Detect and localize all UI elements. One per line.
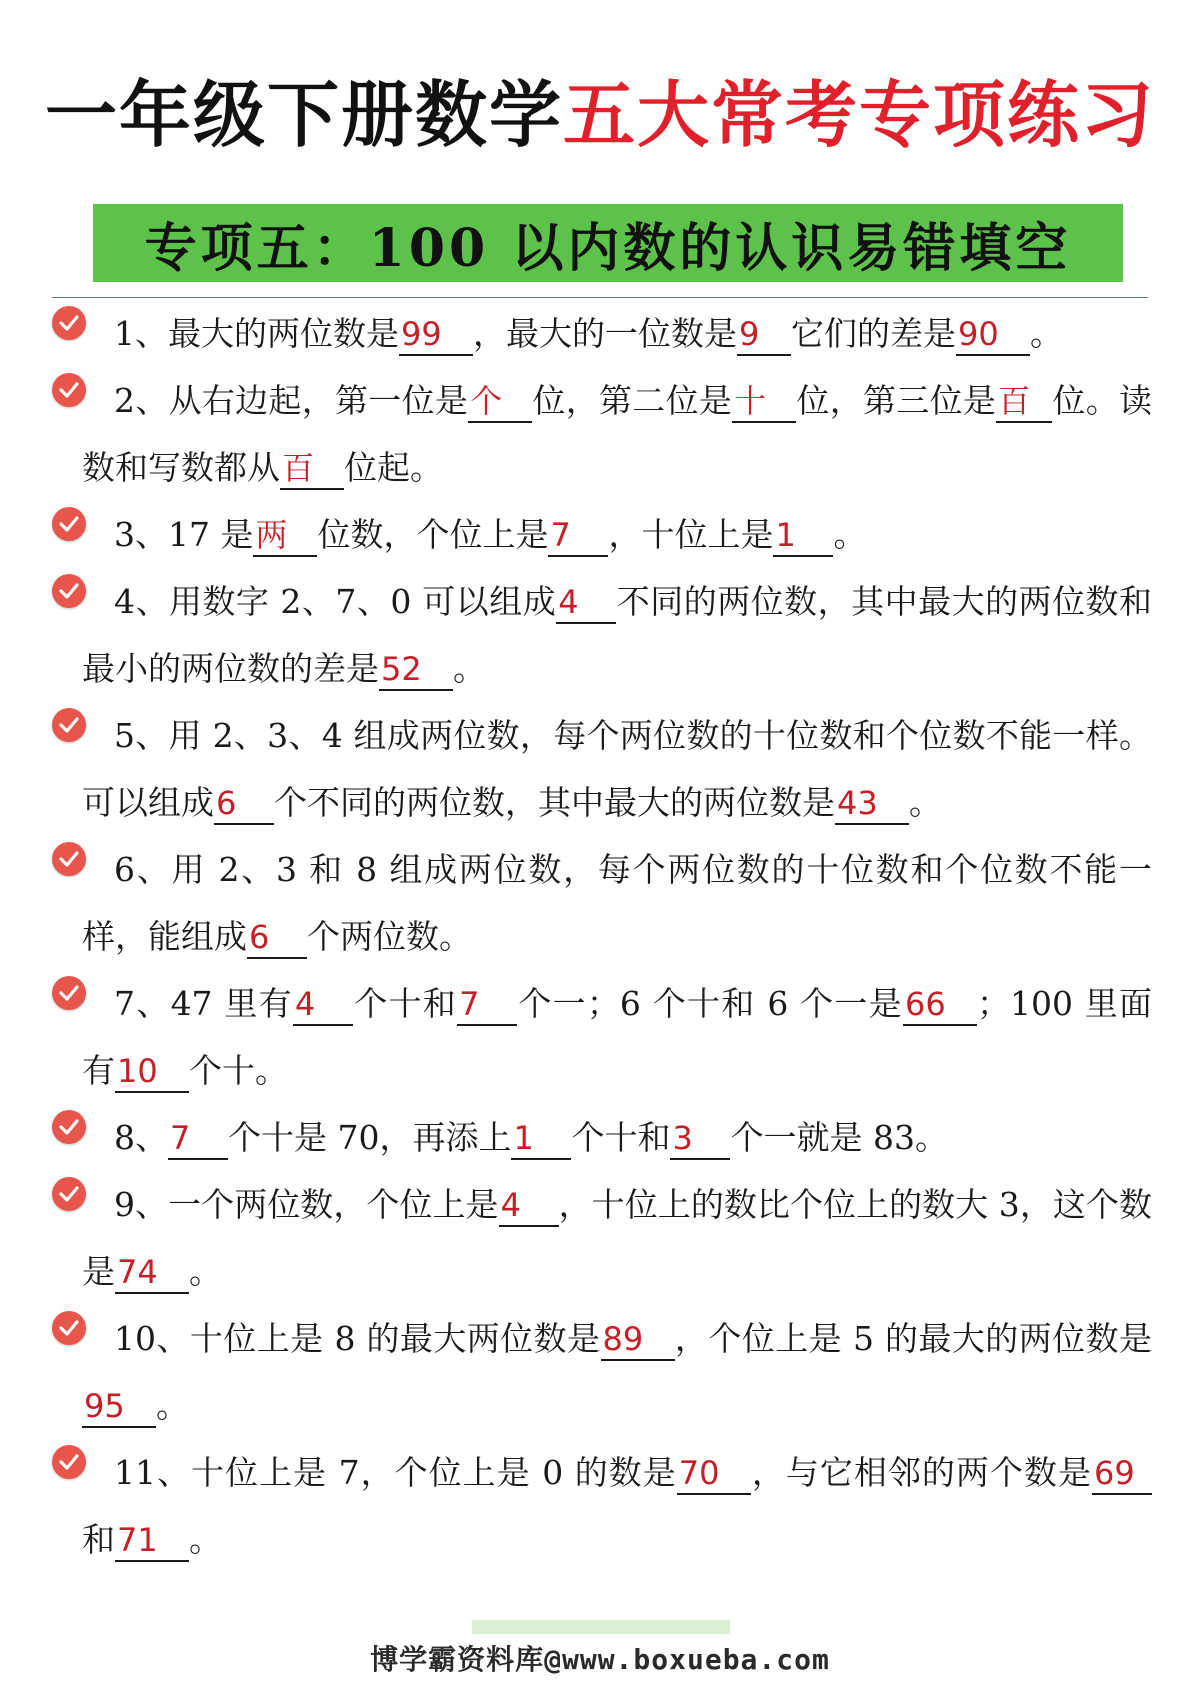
q7-answer-2: 7 — [457, 984, 517, 1026]
q8-answer-1: 7 — [168, 1118, 228, 1160]
check-circle-icon — [52, 373, 86, 407]
check-circle-icon — [52, 842, 86, 876]
q4-text-1: 4、用数字 2、7、0 可以组成 — [114, 582, 557, 621]
q7-text-5: 个十。 — [189, 1051, 288, 1090]
q7-text-1: 7、47 里有 — [114, 984, 293, 1023]
q3-answer-1: 两 — [253, 515, 317, 557]
page-title-red: 五大常考专项练习 — [563, 73, 1156, 157]
question-2 — [82, 367, 1152, 501]
q4-answer-2: 52 — [379, 649, 453, 691]
question-3 — [82, 501, 1152, 568]
q5-answer-1: 6 — [214, 783, 274, 825]
q5-answer-2: 43 — [835, 783, 909, 825]
check-circle-icon — [52, 1110, 86, 1144]
q2-text-5: 位起。 — [344, 448, 443, 487]
q5-text-1: 5、用 2、3、4 组成两位数，每个两位数的十位数和个位数不能一样。可以组成 — [82, 716, 1152, 822]
q9-text-2: ，十位上的数比个位上的数大 3，这个数是 — [82, 1185, 1152, 1291]
q9-answer-2: 74 — [115, 1252, 189, 1294]
q8-answer-3: 3 — [670, 1118, 730, 1160]
question-7 — [82, 970, 1152, 1104]
q11-answer-3: 71 — [115, 1520, 189, 1562]
check-circle-icon — [52, 708, 86, 742]
page-title — [0, 70, 1200, 160]
q2-answer-2: 十 — [732, 381, 796, 423]
q3-text-4: 。 — [833, 515, 867, 554]
q8-answer-2: 1 — [511, 1118, 571, 1160]
q3-text-3: ，十位上是 — [608, 515, 774, 554]
q7-text-3: 个一；6 个十和 6 个一是 — [517, 984, 903, 1023]
check-circle-icon — [52, 976, 86, 1010]
q7-answer-1: 4 — [293, 984, 353, 1026]
q7-text-2: 个十和 — [352, 984, 458, 1023]
q8-text-4: 个一就是 83。 — [730, 1118, 948, 1157]
q2-answer-1: 个 — [468, 381, 532, 423]
q1-answer-1: 99 — [399, 314, 473, 356]
q4-answer-1: 4 — [556, 582, 616, 624]
check-circle-icon — [52, 306, 86, 340]
q2-text-2: 位，第二位是 — [532, 381, 733, 420]
q8-text-3: 个十和 — [571, 1118, 671, 1157]
q6-answer-1: 6 — [247, 917, 307, 959]
q3-answer-2: 7 — [548, 515, 608, 557]
q1-text-4: 。 — [1030, 314, 1063, 353]
q9-text-1: 9、一个两位数，个位上是 — [114, 1185, 499, 1224]
question-5 — [82, 702, 1152, 836]
q9-answer-1: 4 — [499, 1185, 559, 1227]
check-circle-icon — [52, 1445, 86, 1479]
q1-text-3: 它们的差是 — [791, 314, 956, 353]
q3-text-1: 3、17 是 — [114, 515, 254, 554]
section-heading: 专项五：100 以内数的认识易错填空 — [93, 204, 1123, 282]
question-9 — [82, 1171, 1152, 1305]
q5-text-3: 。 — [909, 783, 942, 822]
question-8 — [82, 1104, 1152, 1171]
q1-text-1: 1、最大的两位数是 — [114, 314, 399, 353]
question-6 — [82, 836, 1152, 970]
q1-text-2: ，最大的一位数是 — [473, 314, 737, 353]
q2-text-4: 位。读数和写数都从 — [82, 381, 1152, 487]
check-circle-icon — [52, 507, 86, 541]
q11-text-2: ，与它相邻的两个数是 — [750, 1453, 1093, 1492]
q11-text-3: 和 — [82, 1520, 115, 1559]
question-10 — [82, 1305, 1152, 1439]
q6-text-1: 6、用 2、3 和 8 组成两位数，每个两位数的十位数和个位数不能一样，能组成 — [82, 850, 1152, 956]
q10-text-2: ，个位上是 5 的最大的两位数是 — [674, 1319, 1152, 1358]
q10-text-1: 10、十位上是 8 的最大两位数是 — [114, 1319, 601, 1358]
q7-answer-4: 10 — [115, 1051, 189, 1093]
watermark-strip — [472, 1620, 730, 1634]
check-circle-icon — [52, 574, 86, 608]
q7-text-4: ；100 里面有 — [82, 984, 1153, 1090]
q10-answer-2: 95 — [82, 1386, 156, 1428]
footer-watermark: 博学霸资料库@www.boxueba.com — [370, 1643, 830, 1676]
q2-text-1: 2、从右边起，第一位是 — [114, 381, 469, 420]
question-11 — [82, 1439, 1152, 1573]
check-circle-icon — [52, 1311, 86, 1345]
q11-answer-1: 70 — [677, 1453, 751, 1495]
q11-text-1: 11、十位上是 7，个位上是 0 的数是 — [114, 1453, 677, 1492]
q11-answer-2: 69 — [1092, 1453, 1152, 1495]
q7-answer-3: 66 — [903, 984, 977, 1026]
q5-text-2: 个不同的两位数，其中最大的两位数是 — [274, 783, 835, 822]
page-title-black: 一年级下册数学 — [44, 73, 563, 157]
q2-text-3: 位，第三位是 — [796, 381, 997, 420]
q2-answer-3: 百 — [996, 381, 1052, 423]
q10-answer-1: 89 — [601, 1319, 675, 1361]
question-4 — [82, 568, 1152, 702]
q4-text-2: 不同的两位数，其中最大的两位数和最小的两位数的差是 — [82, 582, 1153, 688]
divider-line — [52, 297, 1148, 298]
q8-text-1: 8、 — [114, 1118, 168, 1157]
q6-text-2: 个两位数。 — [307, 917, 472, 956]
q1-answer-2: 9 — [737, 314, 791, 356]
q10-text-3: 。 — [156, 1386, 189, 1425]
question-1 — [82, 300, 1152, 367]
q9-text-3: 。 — [189, 1252, 222, 1291]
q11-text-4: 。 — [189, 1520, 222, 1559]
q4-text-3: 。 — [453, 649, 486, 688]
q2-answer-4: 百 — [280, 448, 344, 490]
check-circle-icon — [52, 1177, 86, 1211]
q1-answer-3: 90 — [956, 314, 1030, 356]
q3-text-2: 位数，个位上是 — [317, 515, 549, 554]
q8-text-2: 个十是 70，再添上 — [228, 1118, 512, 1157]
q3-answer-3: 1 — [773, 515, 833, 557]
